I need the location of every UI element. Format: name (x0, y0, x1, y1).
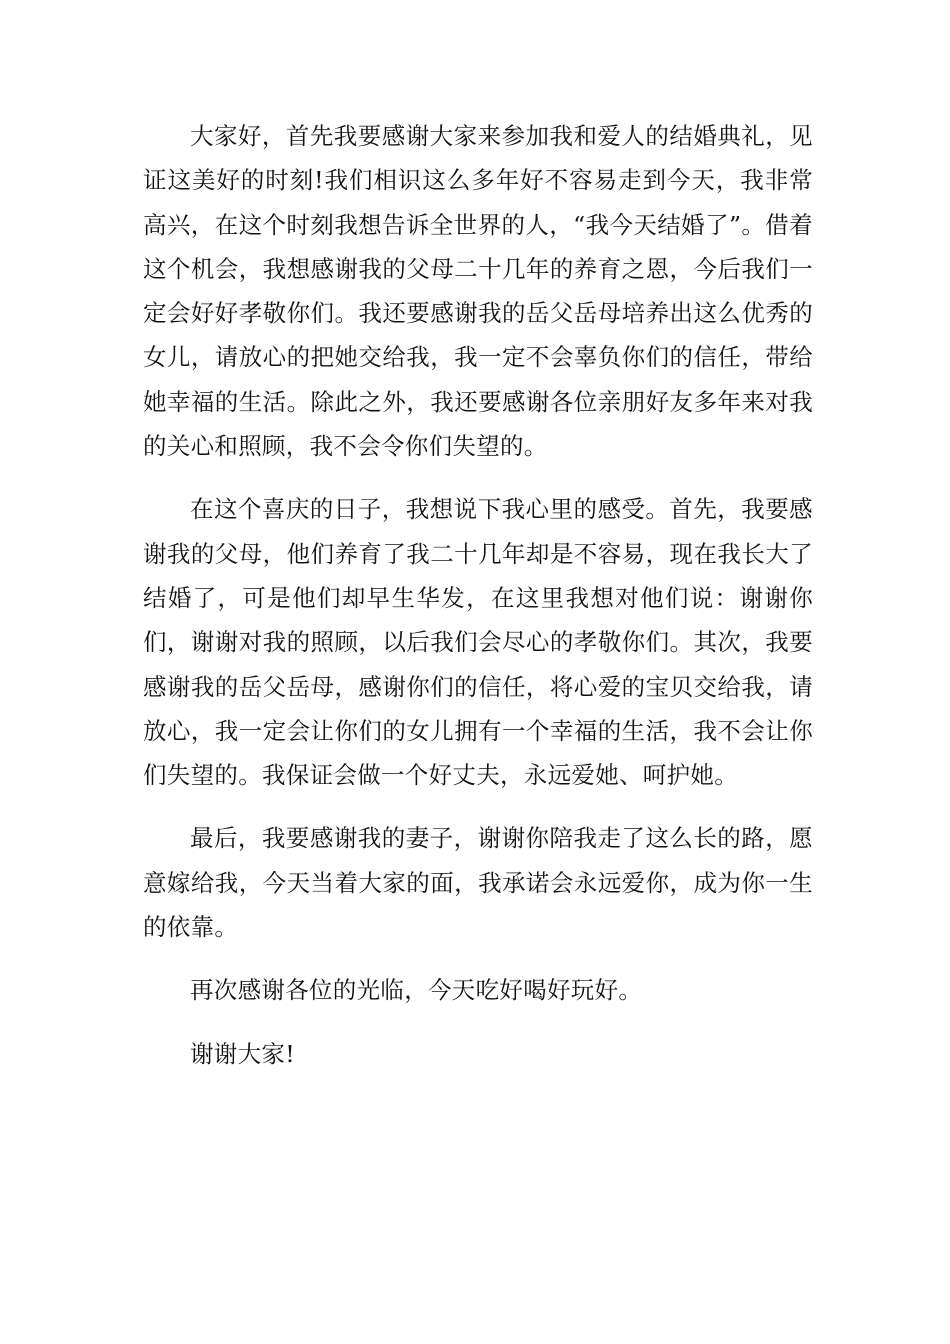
paragraph-feelings: 在这个喜庆的日子，我想说下我心里的感受。首先，我要感谢我的父母，他们养育了我二十几年却是不容易，现在我长大了结婚了，可是他们却早生华发，在这里我想对他们说：谢谢你们，谢谢对我的照顾，以后我们会尽心的孝敬你们。其次，我要感谢我的岳父岳母，感谢你们的信任，将心爱的宝贝交给我，请放心，我一定会让你们的女儿拥有一个幸福的生活，我不会让你们失望的。我保证会做一个好丈夫，永远爱她、呵护她。 (143, 495, 813, 790)
paragraph-thanks-guests: 再次感谢各位的光临，今天吃好喝好玩好。 (190, 976, 643, 1005)
paragraph-closing: 谢谢大家! (190, 1039, 295, 1068)
paragraph-wife: 最后，我要感谢我的妻子，谢谢你陪我走了这么长的路，愿意嫁给我，今天当着大家的面，我承诺会永远爱你，成为你一生的依靠。 (143, 824, 813, 942)
paragraph-opening: 大家好，首先我要感谢大家来参加我和爱人的结婚典礼，见证这美好的时刻!我们相识这么多年好不容易走到今天，我非常高兴，在这个时刻我想告诉全世界的人，“我今天结婚了”。借着这个机会，我想感谢我的父母二十几年的养育之恩，今后我们一定会好好孝敬你们。我还要感谢我的岳父岳母培养出这么优秀的女儿，请放心的把她交给我，我一定不会辜负你们的信任，带给她幸福的生活。除此之外，我还要感谢各位亲朋好友多年来对我的关心和照顾，我不会令你们失望的。 (143, 122, 813, 461)
document-body (143, 114, 813, 1095)
